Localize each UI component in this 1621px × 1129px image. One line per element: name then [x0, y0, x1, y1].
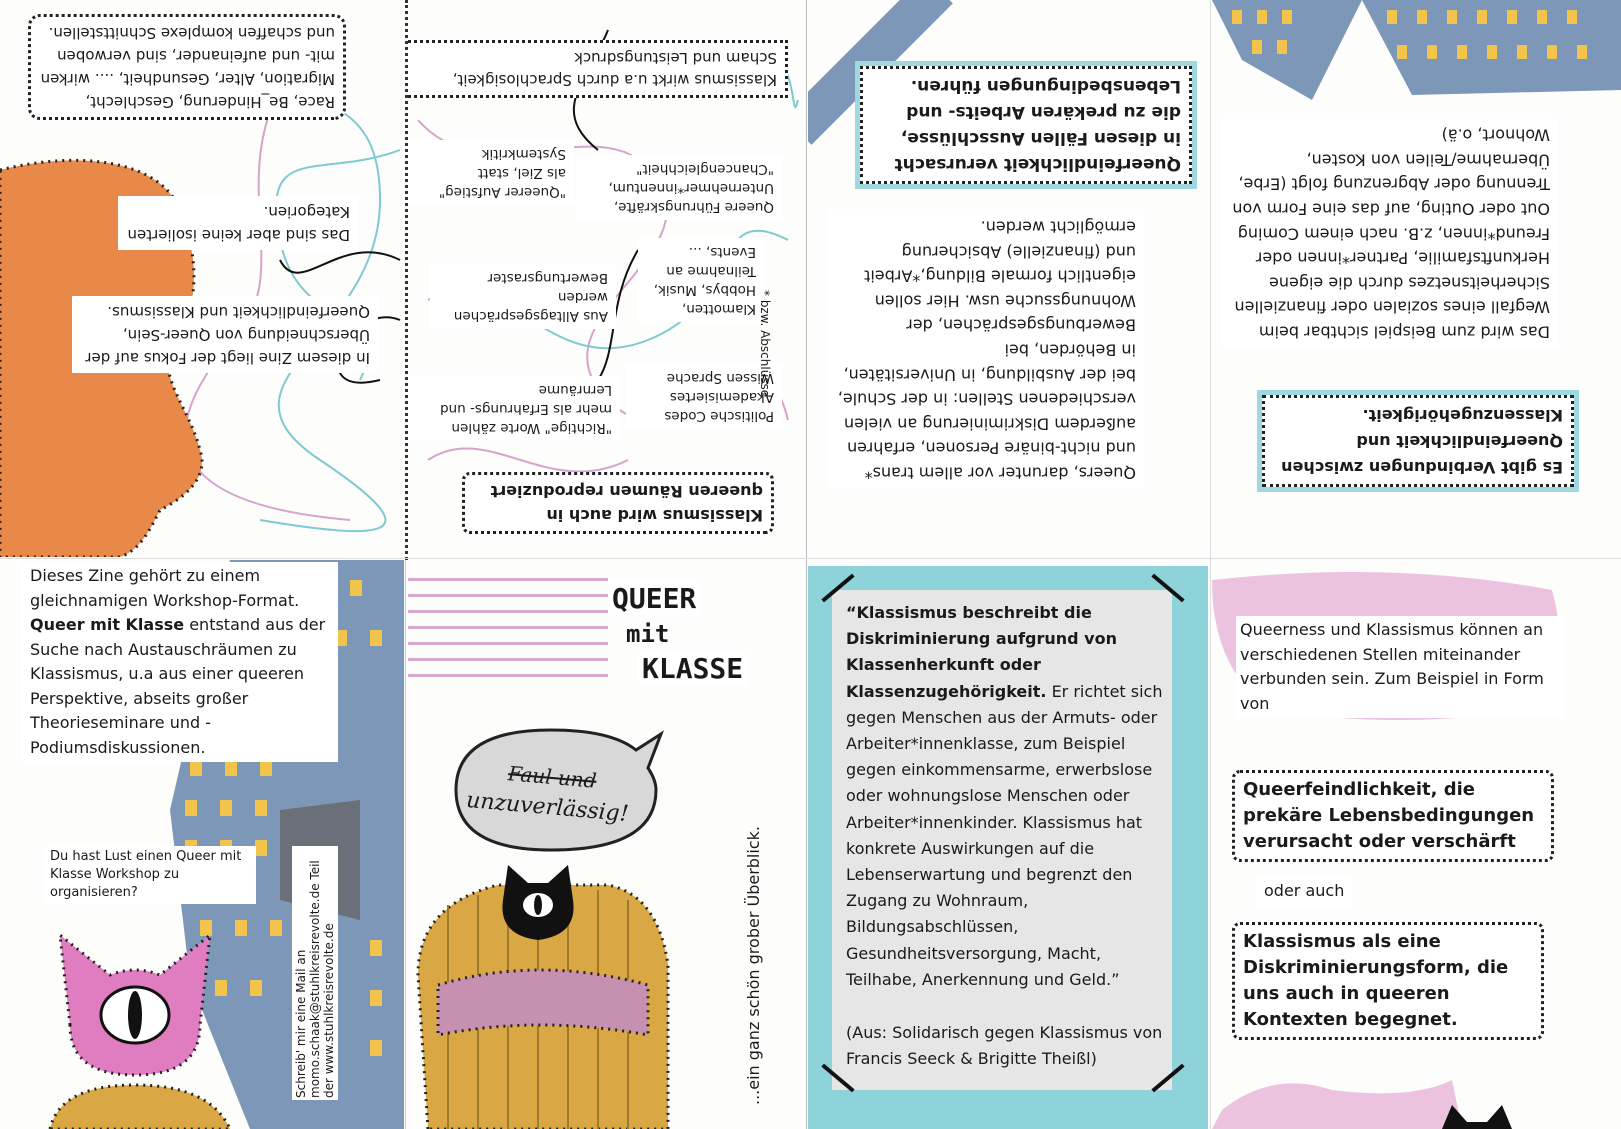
- stripe-6: [408, 658, 608, 661]
- label-fuehrungskraefte: Queere Führungskräfte, Unternehmer*innentum, "Chancengleichheit": [576, 155, 782, 220]
- intro-post: entstand aus der Suche nach Austauschräumen zu Klassismus, u.a aus einer queeren Perspektive, abseits großer Theorieseminare und -Podiumsdiskussionen.: [30, 615, 326, 757]
- person-cat-figure: [408, 845, 688, 1129]
- panel-bottom-right-2: [1212, 560, 1621, 1129]
- panel-top-right-1: [808, 0, 1208, 557]
- pink-crayon-blob-bottom: [1212, 1070, 1472, 1129]
- queerfeindlichkeit-ausschluesse-heading: Queerfeindlichkeit verursacht in diesen Fällen Ausschlüsse, die zu prekären Arbeits- und Lebensbedingungen führen.: [860, 66, 1192, 184]
- stripe-5: [408, 642, 608, 645]
- queers-diskriminierung-body: Queers, darunter vor allem trans* und nicht-binäre Personen, erfahren außerdem Diskriminierung an vielen verschiedenen Stellen: in der Schule, bei der Ausbildung, in Universitäten, in Behörden, bei Bewerbungsgesprächen, der Wohnungssuche usw. Hier sollen eigentlich formale Bildung,*Arbeit und (finanzielle) Absicherung ermöglicht werden.: [828, 210, 1144, 489]
- label-queerer-aufstieg: "Queerer Aufstieg" als Ziel, statt Systemkritik: [408, 140, 574, 205]
- label-alltagsgespraeche: Aus Alltagsgesprächen werden Bewertungsraster: [430, 264, 616, 329]
- klassismus-wirkt-header: Klassismus wirkt u.a durch Sprachlosigkeit, Scham und Leistungsdruck: [408, 40, 788, 98]
- quote-rest: Er richtet sich gegen Menschen aus der Armuts- oder Arbeiter*innenklasse, zum Beispiel gegen einkommensarme, erwerbslose oder wohnungslose Menschen oder Arbeiter*innenkinder. Klassismus hat konkrete Auswirkungen auf die Lebenserwartung und begrenzt den Zugang zu Wohnraum, Bildungsabschlüssen, Gesundheitsversorgung, Macht, Teilhabe, Anerkennung und Geld.”: [846, 681, 1163, 989]
- bubble-categories: Das sind aber keine isolierten Kategorien.: [118, 196, 358, 250]
- quote-bold: “Klassismus beschreibt die Diskriminierung aufgrund von Klassenherkunft oder Klassenzugehörigkeit.: [846, 603, 1117, 701]
- klassismus-quote: [846, 600, 1176, 993]
- contact-vertical: Schreib' mir eine Mail an momo.schaak@stuhlkreisrevolte.de Teil der www.stuhlkreisrevolte.de: [292, 846, 338, 1100]
- fold-line-vertical-4: [405, 560, 406, 1129]
- zine-intro-text: [22, 562, 338, 762]
- panel-top-left: [0, 0, 404, 557]
- speech-line-2: unzuverlässig!: [465, 787, 630, 828]
- label-politische-codes: Politische Codes Akademisiertes Wissen Sprache: [626, 364, 782, 429]
- verbindungen-body: Das wird zum Beispiel sichtbar beim Wegfall eines sozialen oder finanziellen Sicherheitsnetzes durch die eigene Herkunftsfamilie, Partner*innen oder Freund*innen, z.B. nach einem Coming Out oder Outing, auf das eine Form von Trennung oder Abgrenzung folgt (Erbe, Übernahme/Teilen von Kosten, Wohnort, o.ä): [1222, 118, 1558, 347]
- panel-bottom-middle: [408, 560, 804, 1129]
- title-klasse: KLASSE: [638, 652, 747, 685]
- cat-ears-corner: [1437, 1100, 1517, 1129]
- stripe-1: [408, 578, 608, 581]
- fold-line-vertical-3: [1210, 0, 1211, 1129]
- abschluesse-side-note-text: * bzw. Abschlüsse: [758, 290, 772, 398]
- bubble-intersections: Race, Be_Hinderung, Geschlecht, Migration, Alter, Gesundheit, .... wirken mit- und aufeinander, sind verwoben und schaffen komplexe Schnittstellen.: [28, 14, 346, 120]
- pink-cat-figure: [40, 925, 230, 1129]
- speech-line-1: Faul und: [507, 761, 598, 793]
- fold-line-vertical-2: [806, 0, 807, 1129]
- stripe-2: [408, 594, 608, 597]
- bubble-focus: In diesem Zine liegt der Fokus auf der Überschneidung von Queer-Sein, Queerfeindlichkeit und Klassismus.: [72, 296, 378, 373]
- title-queer: QUEER: [608, 582, 700, 615]
- queerfeindlichkeit-box: Queerfeindlichkeit, die prekäre Lebensbedingungen verursacht oder verschärft: [1232, 770, 1554, 862]
- panel-bottom-left: [0, 560, 404, 1129]
- stripe-7: [408, 674, 608, 677]
- building-windows-top: [1212, 0, 1621, 100]
- intro-pre: Dieses Zine gehört zu einem gleichnamigen Workshop-Format.: [30, 566, 300, 610]
- oder-auch-label: oder auch: [1256, 876, 1352, 906]
- fold-line-horizontal: [0, 558, 1621, 559]
- panel-bottom-right-1: [808, 566, 1208, 1129]
- intro-bold: Queer mit Klasse: [30, 615, 185, 634]
- klassismus-reproduziert-title: Klassismus wird auch in queeren Räumen reproduziert: [462, 472, 774, 534]
- label-klamotten: Klamotten, Hobbys, Musik, Teilnahme an Events, ...: [638, 238, 764, 322]
- queerness-intro: Queerness und Klassismus können an verschiedenen Stellen miteinander verbunden sein. Zum Beispiel in Form von: [1236, 616, 1564, 718]
- label-richtige-worte: "Richtige" Worte zählen mehr als Erfahrungs- und Lernräume: [408, 376, 620, 441]
- quote-source: (Aus: Solidarisch gegen Klassismus von Francis Seeck & Brigitte Theißl): [846, 1023, 1163, 1068]
- panel-top-right-2: [1212, 0, 1621, 557]
- grober-ueberblick-vertical: ...ein ganz schön grober Überblick.: [744, 826, 763, 1105]
- stripe-3: [408, 610, 608, 613]
- verbindungen-heading: Es gibt Verbindungen zwischen Queerfeindlichkeit und Klassenzugehörigkeit.: [1262, 395, 1574, 487]
- panel-top-middle: [408, 0, 804, 557]
- stripe-4: [408, 626, 608, 629]
- title-mit: mit: [626, 620, 670, 648]
- workshop-question: Du hast Lust einen Queer mit Klasse Workshop zu organisieren?: [44, 846, 256, 904]
- klassismus-box: Klassismus als eine Diskriminierungsform, die uns auch in queeren Kontexten begegnet.: [1232, 922, 1544, 1040]
